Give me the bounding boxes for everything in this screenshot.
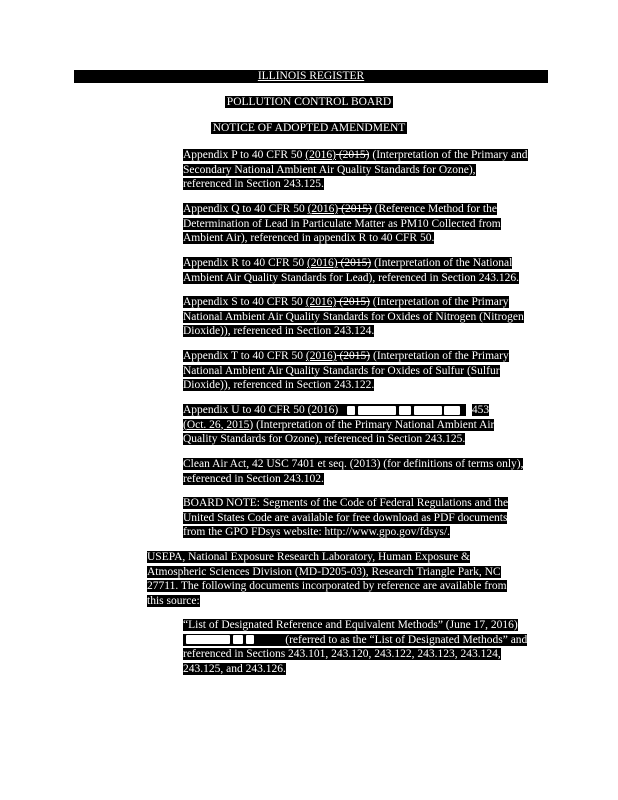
register-title: ILLINOIS REGISTER <box>257 70 365 82</box>
notice-title-text: NOTICE OF ADOPTED AMENDMENT <box>212 122 406 134</box>
item-appendix-s: Appendix S to 40 CFR 50 (2016) (2015) (Interpretation of the Primary National Ambient Air Quality Standards for Oxides of Nitrogen (Nitrogen Dioxide)), referenced in Section 243.124. <box>183 296 524 337</box>
item-appendix-u: Appendix U to 40 CFR 50 (2016) 453 (Oct. 26, 2015) (Interpretation of the Primary National Ambient Air Quality Standards for Ozone), referenced in Section 243.125. <box>183 404 495 445</box>
item-appendix-r: Appendix R to 40 CFR 50 (2016) (2015) (Interpretation of the National Ambient Air Quality Standards for Lead), referenced in Section 243.126. <box>183 257 519 284</box>
redacted-mark <box>347 406 355 415</box>
usepa-source: USEPA, National Exposure Research Laboratory, Human Exposure & Atmospheric Sciences Division (MD-D205-03), Research Triangle Park, NC 27711. The following documents incorporated by reference are available from this source: <box>147 551 507 607</box>
redacted-mark <box>414 406 442 415</box>
board-note: BOARD NOTE: Segments of the Code of Federal Regulations and the United States Code are available for free download as PDF documents from the GPO FDsys website: http://www.gpo.gov/fdsys/. <box>183 497 509 538</box>
board-title <box>0 96 618 109</box>
item-clean-air-act: Clean Air Act, 42 USC 7401 et seq. (2013) (for definitions of terms only), referenced in Section 243.102. <box>183 458 524 485</box>
redacted-mark <box>186 635 230 644</box>
redacted-mark <box>399 406 411 415</box>
redacted-mark <box>233 635 243 644</box>
list-designated-methods: “List of Designated Reference and Equivalent Methods” (June 17, 2016) (referred to as the “List of Designated Methods” and referenced in Sections 243.101, 243.120, 243.122, 243.123, 243.124, 243.125, and 243.126. <box>183 619 528 675</box>
redacted-mark <box>444 406 460 415</box>
item-appendix-q: Appendix Q to 40 CFR 50 (2016) (2015) (Reference Method for the Determination of Lead in Particulate Matter as PM10 Collected from Ambient Air), referenced in appendix R to 40 CFR 50. <box>183 203 501 244</box>
notice-title <box>0 122 618 135</box>
item-appendix-p: Appendix P to 40 CFR 50 (2016) (2015) (Interpretation of the Primary and Secondary National Ambient Air Quality Standards for Ozone), referenced in Section 243.125. <box>183 149 528 190</box>
board-title-text: POLLUTION CONTROL BOARD <box>226 96 392 108</box>
item-appendix-t: Appendix T to 40 CFR 50 (2016) (2015) (Interpretation of the Primary National Ambient Air Quality Standards for Oxides of Sulfur (Sulfur Dioxide)), referenced in Section 243.122. <box>183 350 509 391</box>
redacted-mark <box>246 635 254 644</box>
register-header-bar <box>74 70 548 83</box>
redacted-mark <box>358 406 396 415</box>
